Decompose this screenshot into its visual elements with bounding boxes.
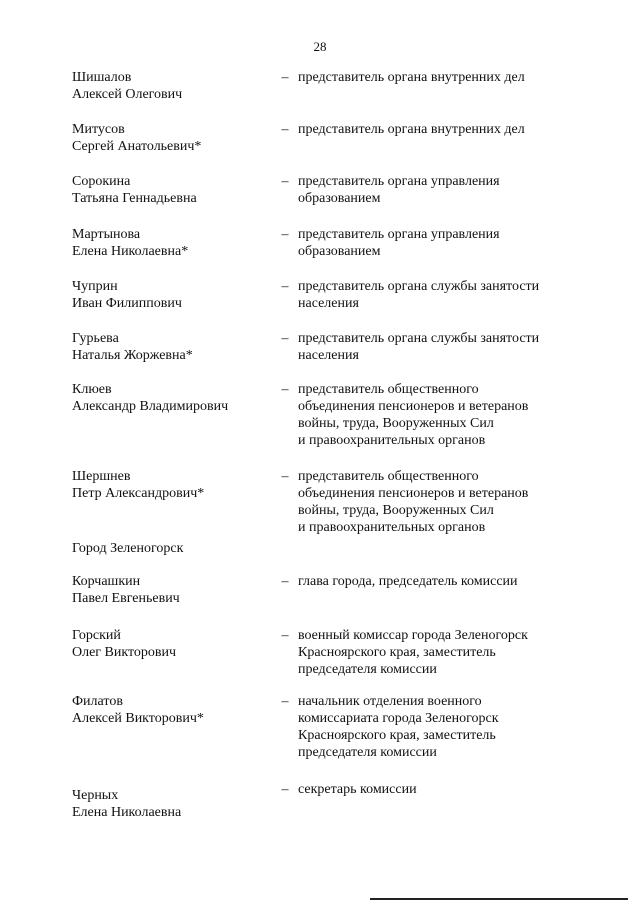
member-name: [72, 573, 272, 607]
member-role: [298, 781, 628, 798]
member-surname: Чуприн: [72, 279, 118, 294]
member-name: [72, 173, 272, 207]
member-surname: Черных: [72, 788, 119, 803]
role-line: объединения пенсионеров и ветеранов: [298, 399, 529, 414]
page-number: 28: [313, 39, 327, 54]
dash-separator: –: [281, 174, 289, 189]
section-header-city: Город Зеленогорск: [72, 541, 184, 556]
role-line: представитель органа управления: [298, 174, 500, 189]
member-role: [298, 573, 628, 590]
member-given-names: Иван Филиппович: [72, 296, 182, 311]
member-given-names: Елена Николаевна: [72, 805, 182, 820]
member-role: [298, 226, 628, 260]
role-line: председателя комиссии: [298, 745, 437, 760]
role-line: и правоохранительных органов: [298, 520, 486, 535]
member-given-names: Татьяна Геннадьевна: [72, 191, 197, 206]
member-given-names: Алексей Олегович: [72, 87, 183, 102]
role-line: войны, труда, Вооруженных Сил: [298, 416, 494, 431]
member-role: [298, 69, 628, 86]
member-given-names: Алексей Викторович*: [72, 711, 204, 726]
role-line: представитель общественного: [298, 382, 479, 397]
role-line: председателя комиссии: [298, 662, 437, 677]
role-line: представитель органа службы занятости: [298, 279, 540, 294]
member-surname: Филатов: [72, 694, 123, 709]
member-surname: Шершнев: [72, 469, 131, 484]
member-role: [298, 278, 628, 312]
role-line: образованием: [298, 244, 381, 259]
dash-separator: –: [281, 782, 289, 797]
member-role: [298, 381, 628, 449]
role-line: населения: [298, 296, 359, 311]
role-line: глава города, председатель комиссии: [298, 574, 518, 589]
member-surname: Шишалов: [72, 70, 132, 85]
role-line: военный комиссар города Зеленогорск: [298, 628, 528, 643]
dash-separator: –: [281, 694, 289, 709]
member-given-names: Елена Николаевна*: [72, 244, 189, 259]
role-line: представитель органа управления: [298, 227, 500, 242]
member-surname: Гурьева: [72, 331, 119, 346]
dash-separator: –: [281, 279, 289, 294]
member-role: [298, 693, 628, 761]
role-line: Красноярского края, заместитель: [298, 728, 496, 743]
member-name: [72, 226, 272, 260]
role-line: войны, труда, Вооруженных Сил: [298, 503, 494, 518]
member-name: [72, 278, 272, 312]
member-role: [298, 173, 628, 207]
dash-separator: –: [281, 122, 289, 137]
member-name: [72, 627, 272, 661]
dash-separator: –: [281, 628, 289, 643]
role-line: населения: [298, 348, 359, 363]
dash-separator: –: [281, 382, 289, 397]
role-line: представитель органа внутренних дел: [298, 70, 525, 85]
role-line: образованием: [298, 191, 381, 206]
member-name: [72, 693, 272, 727]
member-given-names: Наталья Жоржевна*: [72, 348, 193, 363]
member-given-names: Павел Евгеньевич: [72, 591, 180, 606]
member-surname: Митусов: [72, 122, 125, 137]
dash-separator: –: [281, 70, 289, 85]
member-name: [72, 121, 272, 155]
member-name: [72, 381, 272, 415]
member-role: [298, 121, 628, 138]
footer-divider: [370, 898, 628, 900]
dash-separator: –: [281, 331, 289, 346]
member-given-names: Петр Александрович*: [72, 486, 205, 501]
member-given-names: Олег Викторович: [72, 645, 177, 660]
member-role: [298, 330, 628, 364]
member-name: [72, 69, 272, 103]
role-line: Красноярского края, заместитель: [298, 645, 496, 660]
role-line: комиссариата города Зеленогорск: [298, 711, 499, 726]
member-name: [72, 787, 272, 821]
dash-separator: –: [281, 227, 289, 242]
member-role: [298, 468, 628, 536]
member-surname: Мартынова: [72, 227, 141, 242]
role-line: начальник отделения военного: [298, 694, 482, 709]
role-line: секретарь комиссии: [298, 782, 417, 797]
role-line: объединения пенсионеров и ветеранов: [298, 486, 529, 501]
member-role: [298, 627, 628, 678]
role-line: представитель органа службы занятости: [298, 331, 540, 346]
member-surname: Клюев: [72, 382, 112, 397]
member-given-names: Сергей Анатольевич*: [72, 139, 202, 154]
member-surname: Корчашкин: [72, 574, 141, 589]
member-name: [72, 468, 272, 502]
dash-separator: –: [281, 469, 289, 484]
member-given-names: Александр Владимирович: [72, 399, 229, 414]
role-line: и правоохранительных органов: [298, 433, 486, 448]
role-line: представитель общественного: [298, 469, 479, 484]
member-name: [72, 330, 272, 364]
role-line: представитель органа внутренних дел: [298, 122, 525, 137]
dash-separator: –: [281, 574, 289, 589]
member-surname: Сорокина: [72, 174, 131, 189]
member-surname: Горский: [72, 628, 121, 643]
